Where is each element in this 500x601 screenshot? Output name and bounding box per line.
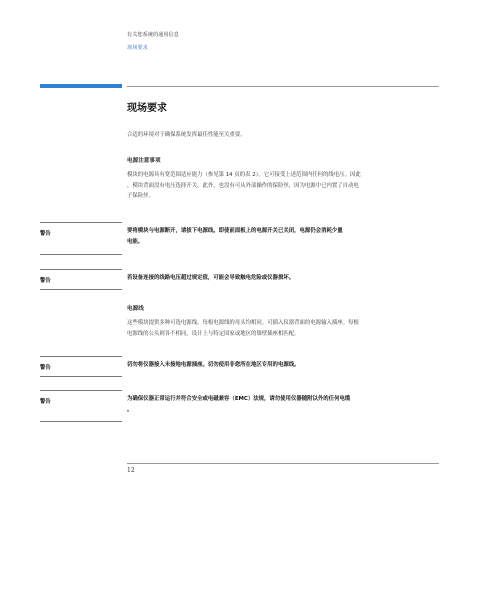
warning-bottom-rule — [40, 289, 122, 290]
warning-text — [127, 360, 439, 371]
warning-text — [127, 273, 439, 284]
intro-paragraph: 合适的环境对于确保系统发挥最佳性能至关重要。 — [127, 132, 246, 138]
power-line-3: 子保险丝。 — [127, 193, 154, 199]
power-paragraph — [127, 170, 439, 202]
warning-line: 为确保仪器正常运行并符合安全或电磁兼容（EMC）法规，请勿使用仪器随附以外的任何电缆 — [127, 396, 351, 402]
warning-text — [127, 394, 439, 416]
power-heading: 电源注意事项 — [127, 158, 161, 164]
warning-label: 警告 — [40, 278, 51, 284]
power-cord-heading: 电源线 — [127, 306, 144, 312]
warning-bottom-rule — [40, 254, 122, 255]
running-header-section: 现场要求 — [127, 45, 148, 51]
power-line-2: ，模块背面没有电压选择开关。此外，也没有可从外部操作的保险丝，因为电源中已内置了自动电 — [127, 182, 359, 189]
warning-line: 若设备连接的线路电压超过规定值，可能会导致触电危险或仪器损坏。 — [127, 275, 295, 281]
power-cord-paragraph — [127, 318, 439, 339]
footer-divider — [127, 463, 439, 464]
warning-label: 警告 — [40, 399, 51, 405]
warning-line: 要将模块与电源断开，请拔下电源线。即使前面板上的电源开关已关闭，电源仍会消耗少量 — [127, 228, 343, 234]
warning-text — [127, 226, 439, 248]
warning-label: 警告 — [40, 365, 51, 371]
warning-top-rule — [40, 269, 122, 270]
page-number: 12 — [127, 467, 135, 474]
section-accent-bar — [40, 84, 122, 88]
warning-line: 。 — [127, 407, 133, 413]
power-line-1: 模块的电源具有宽范围适应能力（参见第 14 页的表 2）。它可接受上述范围内任何的线电压。因此 — [127, 172, 361, 178]
warning-bottom-rule — [40, 376, 122, 377]
warning-top-rule — [40, 390, 122, 391]
power-cord-line-1: 这些模块提供多种可选电源线。每根电源线的母头均相同。可插入仪器背面的电源输入插座。每根 — [127, 320, 359, 326]
power-cord-line-2: 电源线的公头则各不相同，设计上与特定国家或地区的墙壁插座相匹配。 — [127, 330, 300, 337]
page-title: 现场要求 — [127, 103, 167, 114]
warning-top-rule — [40, 356, 122, 357]
running-header-chapter: 有关您系统的通用信息 — [127, 32, 179, 38]
warning-line: 切勿将仪器接入未接地电源插座。切勿使用非您所在地区专用的电源线。 — [127, 362, 300, 368]
warning-top-rule — [40, 222, 122, 223]
warning-line: 电能。 — [127, 239, 144, 245]
warning-label: 警告 — [40, 231, 51, 237]
header-divider — [127, 86, 439, 87]
warning-bottom-rule — [40, 421, 122, 422]
